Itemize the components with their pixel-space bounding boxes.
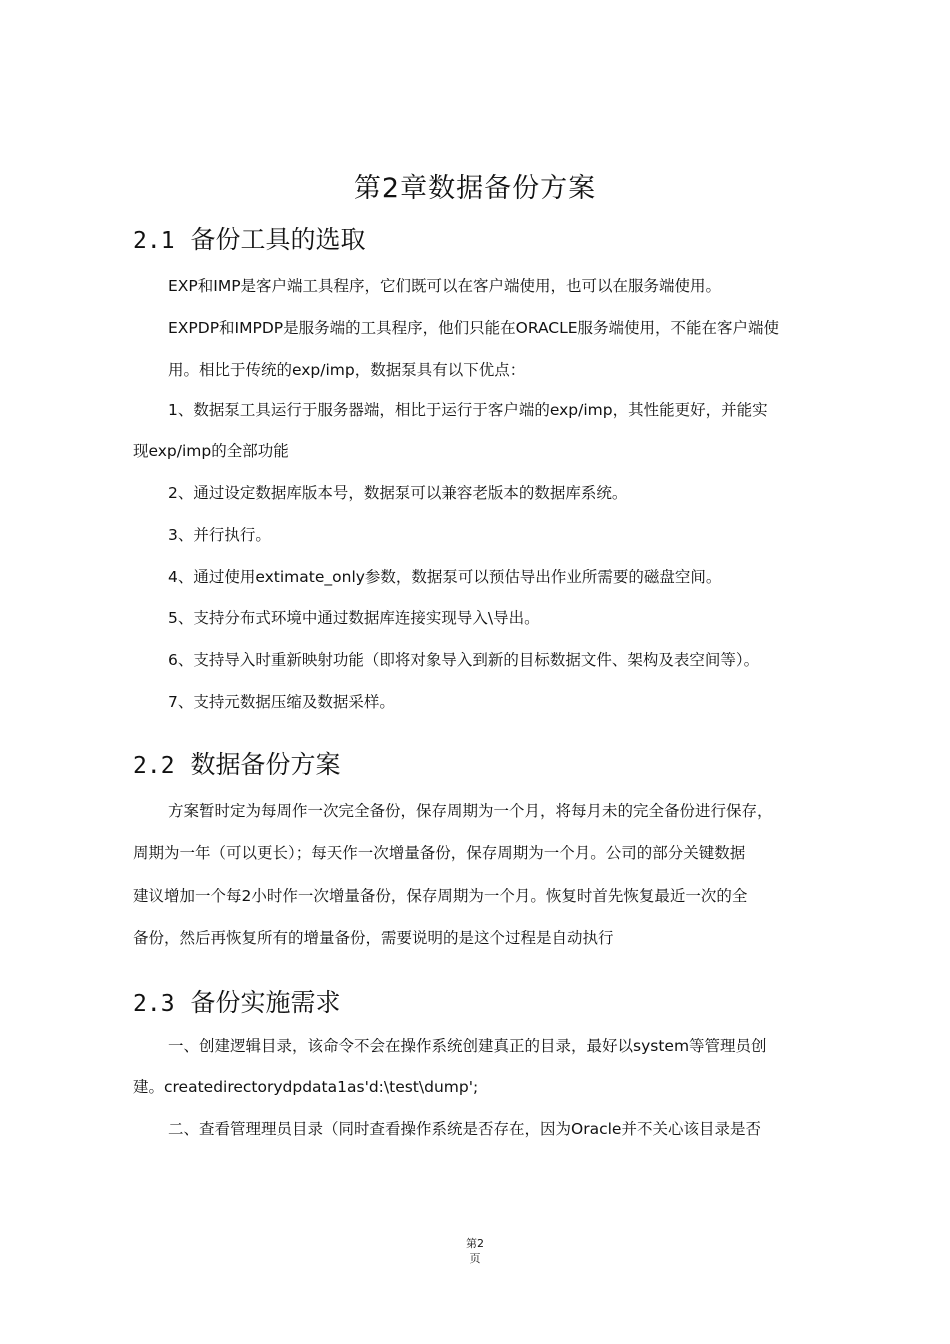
paragraph-line: 建议增加一个每2小时作一次增量备份，保存周期为一个月。恢复时首先恢复最近一次的全 [133,887,748,905]
paragraph-line: 建。createdirectorydpdata1as'd:\test\dump'; [133,1078,479,1096]
section-heading-2-2 [133,745,341,781]
section-heading-2-3 [133,983,341,1019]
section-heading-2-1 [133,220,366,256]
list-item-6: 6、支持导入时重新映射功能（即将对象导入到新的目标数据文件、架构及表空间等）。 [168,651,760,669]
list-item-5: 5、支持分布式环境中通过数据库连接实现导入\导出。 [168,609,540,627]
list-item-1: 1、数据泵工具运行于服务器端，相比于运行于客户端的exp/imp，其性能更好，并能实 [168,401,768,419]
list-item-2: 2、通过设定数据库版本号，数据泵可以兼容老版本的数据库系统。 [168,484,628,502]
page-number: 第2 [466,1237,484,1250]
chapter-title: 第2章数据备份方案 [353,173,597,205]
list-item-7: 7、支持元数据压缩及数据采样。 [168,693,395,711]
section-title-text: 备份实施需求 [190,988,341,1017]
paragraph-line: EXP和IMP是客户端工具程序，它们既可以在客户端使用，也可以在服务端使用。 [168,277,722,295]
paragraph-line: 备份，然后再恢复所有的增量备份，需要说明的是这个过程是自动执行 [133,929,614,947]
paragraph-line: EXPDP和IMPDP是服务端的工具程序，他们只能在ORACLE服务端使用，不能在客户端使 [168,319,780,337]
page-footer [0,1236,950,1266]
section-number: 2.3 [133,991,175,1017]
section-title-text: 备份工具的选取 [190,225,366,254]
paragraph-line: 方案暂时定为每周作一次完全备份，保存周期为一个月，将每月未的完全备份进行保存， [168,802,773,820]
section-number: 2.2 [133,753,175,779]
section-number: 2.1 [133,228,175,254]
paragraph-line: 周期为一年（可以更长）；每天作一次增量备份，保存周期为一个月。公司的部分关键数据 [133,844,746,862]
list-item-4: 4、通过使用extimate_only参数，数据泵可以预估导出作业所需要的磁盘空间。 [168,568,722,586]
list-item-1-cont: 现exp/imp的全部功能 [133,442,289,460]
paragraph-line: 一、创建逻辑目录，该命令不会在操作系统创建真正的目录，最好以system等管理员创 [168,1037,767,1055]
paragraph-line: 二、查看管理理员目录（同时查看操作系统是否存在，因为Oracle并不关心该目录是否 [168,1120,761,1138]
page-number-suffix: 页 [469,1252,481,1265]
section-title-text: 数据备份方案 [190,750,341,779]
paragraph-line: 用。相比于传统的exp/imp，数据泵具有以下优点： [168,361,526,379]
list-item-3: 3、并行执行。 [168,526,271,544]
